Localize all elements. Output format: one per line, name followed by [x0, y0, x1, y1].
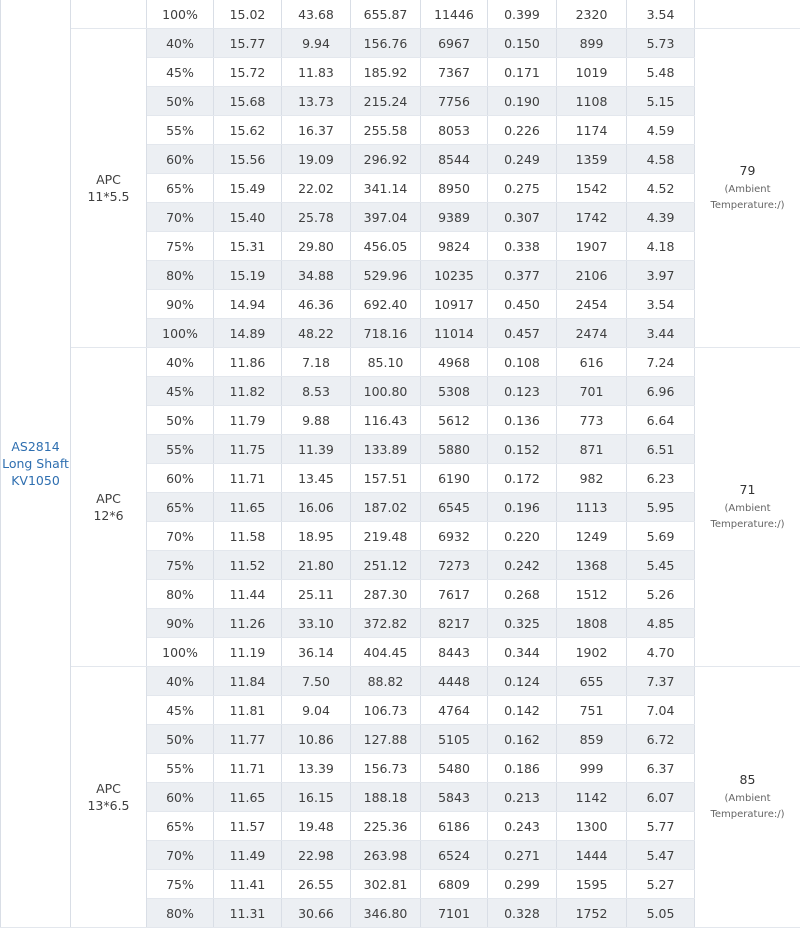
temperature-cell	[695, 667, 800, 928]
efficiency-cell: 6.37	[627, 754, 695, 783]
throttle-cell: 40%	[147, 348, 214, 377]
power-cell: 302.81	[351, 870, 421, 899]
thrust-cell: 2320	[557, 0, 627, 29]
voltage-cell: 11.71	[214, 464, 282, 493]
voltage-cell: 15.72	[214, 58, 282, 87]
efficiency-cell: 7.24	[627, 348, 695, 377]
voltage-cell: 11.31	[214, 899, 282, 928]
voltage-cell: 11.84	[214, 667, 282, 696]
rpm-cell: 4764	[421, 696, 488, 725]
throttle-cell: 80%	[147, 261, 214, 290]
power-cell: 404.45	[351, 638, 421, 667]
thrust-cell: 773	[557, 406, 627, 435]
rpm-cell: 5843	[421, 783, 488, 812]
current-cell: 46.36	[282, 290, 351, 319]
thrust-cell: 701	[557, 377, 627, 406]
thrust-cell: 1907	[557, 232, 627, 261]
power-cell: 263.98	[351, 841, 421, 870]
torque-cell: 0.242	[488, 551, 557, 580]
current-cell: 9.04	[282, 696, 351, 725]
voltage-cell: 11.49	[214, 841, 282, 870]
rpm-cell: 7617	[421, 580, 488, 609]
rpm-cell: 5480	[421, 754, 488, 783]
motor-model-cell	[1, 0, 71, 928]
torque-cell: 0.268	[488, 580, 557, 609]
thrust-cell: 1108	[557, 87, 627, 116]
torque-cell: 0.399	[488, 0, 557, 29]
throttle-cell: 45%	[147, 377, 214, 406]
torque-cell: 0.171	[488, 58, 557, 87]
rpm-cell: 7273	[421, 551, 488, 580]
torque-cell: 0.172	[488, 464, 557, 493]
rpm-cell: 10917	[421, 290, 488, 319]
thrust-cell: 999	[557, 754, 627, 783]
voltage-cell: 11.52	[214, 551, 282, 580]
voltage-cell: 11.58	[214, 522, 282, 551]
throttle-cell: 60%	[147, 145, 214, 174]
power-cell: 456.05	[351, 232, 421, 261]
temperature-note: (Ambient Temperature:/)	[695, 182, 800, 214]
torque-cell: 0.344	[488, 638, 557, 667]
efficiency-cell: 4.52	[627, 174, 695, 203]
power-cell: 106.73	[351, 696, 421, 725]
thrust-cell: 2474	[557, 319, 627, 348]
thrust-cell: 751	[557, 696, 627, 725]
motor-model-line: KV1050	[11, 473, 60, 488]
voltage-cell: 14.89	[214, 319, 282, 348]
current-cell: 11.83	[282, 58, 351, 87]
current-cell: 25.11	[282, 580, 351, 609]
power-cell: 156.76	[351, 29, 421, 58]
power-cell: 215.24	[351, 87, 421, 116]
current-cell: 22.02	[282, 174, 351, 203]
thrust-cell: 1444	[557, 841, 627, 870]
voltage-cell: 15.31	[214, 232, 282, 261]
current-cell: 8.53	[282, 377, 351, 406]
throttle-cell: 55%	[147, 116, 214, 145]
throttle-cell: 50%	[147, 87, 214, 116]
current-cell: 13.45	[282, 464, 351, 493]
torque-cell: 0.162	[488, 725, 557, 754]
rpm-cell: 6186	[421, 812, 488, 841]
efficiency-cell: 5.77	[627, 812, 695, 841]
thrust-cell: 655	[557, 667, 627, 696]
torque-cell: 0.124	[488, 667, 557, 696]
voltage-cell: 11.41	[214, 870, 282, 899]
efficiency-cell: 7.04	[627, 696, 695, 725]
throttle-cell: 100%	[147, 638, 214, 667]
throttle-cell: 80%	[147, 899, 214, 928]
thrust-cell: 1752	[557, 899, 627, 928]
efficiency-cell: 5.48	[627, 58, 695, 87]
current-cell: 30.66	[282, 899, 351, 928]
throttle-cell: 65%	[147, 493, 214, 522]
thrust-cell: 1249	[557, 522, 627, 551]
thrust-cell: 1368	[557, 551, 627, 580]
throttle-cell: 55%	[147, 435, 214, 464]
temperature-value: 85	[695, 772, 800, 787]
current-cell: 19.48	[282, 812, 351, 841]
power-cell: 116.43	[351, 406, 421, 435]
temperature-value: 79	[695, 163, 800, 178]
throttle-cell: 100%	[147, 0, 214, 29]
throttle-cell: 45%	[147, 58, 214, 87]
throttle-cell: 70%	[147, 522, 214, 551]
propeller-cell	[71, 348, 147, 667]
thrust-cell: 1300	[557, 812, 627, 841]
power-cell: 251.12	[351, 551, 421, 580]
power-cell: 372.82	[351, 609, 421, 638]
voltage-cell: 11.82	[214, 377, 282, 406]
table-row	[1, 667, 800, 696]
rpm-cell: 4968	[421, 348, 488, 377]
current-cell: 7.50	[282, 667, 351, 696]
efficiency-cell: 5.95	[627, 493, 695, 522]
propeller-cell	[71, 667, 147, 928]
throttle-cell: 45%	[147, 696, 214, 725]
voltage-cell: 11.86	[214, 348, 282, 377]
propeller-line: APC	[96, 491, 121, 506]
current-cell: 22.98	[282, 841, 351, 870]
temperature-cell	[695, 348, 800, 667]
voltage-cell: 14.94	[214, 290, 282, 319]
rpm-cell: 7367	[421, 58, 488, 87]
propeller-line: 13*6.5	[87, 798, 129, 813]
throttle-cell: 75%	[147, 551, 214, 580]
voltage-cell: 15.68	[214, 87, 282, 116]
efficiency-cell: 4.59	[627, 116, 695, 145]
rpm-cell: 10235	[421, 261, 488, 290]
voltage-cell: 11.65	[214, 493, 282, 522]
power-cell: 219.48	[351, 522, 421, 551]
power-cell: 157.51	[351, 464, 421, 493]
rpm-cell: 6524	[421, 841, 488, 870]
efficiency-cell: 6.51	[627, 435, 695, 464]
torque-cell: 0.271	[488, 841, 557, 870]
torque-cell: 0.220	[488, 522, 557, 551]
current-cell: 33.10	[282, 609, 351, 638]
rpm-cell: 9389	[421, 203, 488, 232]
thrust-cell: 1902	[557, 638, 627, 667]
rpm-cell: 8443	[421, 638, 488, 667]
voltage-cell: 15.19	[214, 261, 282, 290]
power-cell: 225.36	[351, 812, 421, 841]
power-cell: 341.14	[351, 174, 421, 203]
voltage-cell: 15.62	[214, 116, 282, 145]
efficiency-cell: 4.85	[627, 609, 695, 638]
power-cell: 296.92	[351, 145, 421, 174]
torque-cell: 0.328	[488, 899, 557, 928]
thrust-cell: 871	[557, 435, 627, 464]
voltage-cell: 11.44	[214, 580, 282, 609]
throttle-cell: 65%	[147, 174, 214, 203]
propeller-line: 11*5.5	[87, 189, 129, 204]
power-cell: 188.18	[351, 783, 421, 812]
current-cell: 48.22	[282, 319, 351, 348]
current-cell: 21.80	[282, 551, 351, 580]
thrust-cell: 1019	[557, 58, 627, 87]
power-cell: 100.80	[351, 377, 421, 406]
rpm-cell: 11014	[421, 319, 488, 348]
voltage-cell: 11.26	[214, 609, 282, 638]
throttle-cell: 90%	[147, 609, 214, 638]
efficiency-cell: 3.54	[627, 290, 695, 319]
power-cell: 287.30	[351, 580, 421, 609]
torque-cell: 0.142	[488, 696, 557, 725]
current-cell: 43.68	[282, 0, 351, 29]
thrust-cell: 899	[557, 29, 627, 58]
power-cell: 185.92	[351, 58, 421, 87]
power-cell: 692.40	[351, 290, 421, 319]
thrust-cell: 1595	[557, 870, 627, 899]
current-cell: 16.15	[282, 783, 351, 812]
current-cell: 36.14	[282, 638, 351, 667]
efficiency-cell: 3.97	[627, 261, 695, 290]
throttle-cell: 40%	[147, 29, 214, 58]
voltage-cell: 11.19	[214, 638, 282, 667]
torque-cell: 0.152	[488, 435, 557, 464]
temperature-note: (Ambient Temperature:/)	[695, 501, 800, 533]
rpm-cell: 8950	[421, 174, 488, 203]
efficiency-cell: 4.18	[627, 232, 695, 261]
torque-cell: 0.190	[488, 87, 557, 116]
voltage-cell: 11.77	[214, 725, 282, 754]
current-cell: 9.88	[282, 406, 351, 435]
power-cell: 718.16	[351, 319, 421, 348]
throttle-cell: 50%	[147, 725, 214, 754]
throttle-cell: 60%	[147, 783, 214, 812]
power-cell: 85.10	[351, 348, 421, 377]
current-cell: 13.39	[282, 754, 351, 783]
throttle-cell: 75%	[147, 232, 214, 261]
torque-cell: 0.150	[488, 29, 557, 58]
rpm-cell: 5880	[421, 435, 488, 464]
thrust-cell: 1174	[557, 116, 627, 145]
torque-cell: 0.457	[488, 319, 557, 348]
efficiency-cell: 3.54	[627, 0, 695, 29]
current-cell: 7.18	[282, 348, 351, 377]
temperature-cell-continued	[695, 0, 800, 29]
current-cell: 16.37	[282, 116, 351, 145]
thrust-cell: 1542	[557, 174, 627, 203]
power-cell: 133.89	[351, 435, 421, 464]
throttle-cell: 55%	[147, 754, 214, 783]
motor-model-line: AS2814	[11, 439, 59, 454]
efficiency-cell: 5.73	[627, 29, 695, 58]
efficiency-cell: 6.96	[627, 377, 695, 406]
efficiency-cell: 4.58	[627, 145, 695, 174]
throttle-cell: 40%	[147, 667, 214, 696]
torque-cell: 0.275	[488, 174, 557, 203]
rpm-cell: 8217	[421, 609, 488, 638]
throttle-cell: 70%	[147, 203, 214, 232]
power-cell: 88.82	[351, 667, 421, 696]
efficiency-cell: 6.23	[627, 464, 695, 493]
rpm-cell: 6932	[421, 522, 488, 551]
thrust-cell: 859	[557, 725, 627, 754]
torque-cell: 0.226	[488, 116, 557, 145]
rpm-cell: 6545	[421, 493, 488, 522]
rpm-cell: 6809	[421, 870, 488, 899]
voltage-cell: 15.02	[214, 0, 282, 29]
propeller-cell-continued	[71, 0, 147, 29]
voltage-cell: 11.79	[214, 406, 282, 435]
thrust-cell: 616	[557, 348, 627, 377]
voltage-cell: 11.81	[214, 696, 282, 725]
torque-cell: 0.299	[488, 870, 557, 899]
current-cell: 34.88	[282, 261, 351, 290]
rpm-cell: 6190	[421, 464, 488, 493]
propeller-line: APC	[96, 781, 121, 796]
torque-cell: 0.450	[488, 290, 557, 319]
current-cell: 26.55	[282, 870, 351, 899]
torque-cell: 0.338	[488, 232, 557, 261]
voltage-cell: 15.40	[214, 203, 282, 232]
voltage-cell: 15.49	[214, 174, 282, 203]
rpm-cell: 8053	[421, 116, 488, 145]
throttle-cell: 80%	[147, 580, 214, 609]
power-cell: 397.04	[351, 203, 421, 232]
current-cell: 13.73	[282, 87, 351, 116]
efficiency-cell: 5.27	[627, 870, 695, 899]
power-cell: 346.80	[351, 899, 421, 928]
efficiency-cell: 5.26	[627, 580, 695, 609]
torque-cell: 0.249	[488, 145, 557, 174]
motor-model-line: Long Shaft	[2, 456, 69, 471]
thrust-cell: 2454	[557, 290, 627, 319]
current-cell: 29.80	[282, 232, 351, 261]
propeller-line: 12*6	[93, 508, 123, 523]
efficiency-cell: 4.70	[627, 638, 695, 667]
voltage-cell: 11.71	[214, 754, 282, 783]
efficiency-cell: 5.05	[627, 899, 695, 928]
current-cell: 16.06	[282, 493, 351, 522]
torque-cell: 0.123	[488, 377, 557, 406]
torque-cell: 0.108	[488, 348, 557, 377]
rpm-cell: 4448	[421, 667, 488, 696]
efficiency-cell: 5.15	[627, 87, 695, 116]
throttle-cell: 75%	[147, 870, 214, 899]
rpm-cell: 9824	[421, 232, 488, 261]
table-row	[1, 29, 800, 58]
efficiency-cell: 6.64	[627, 406, 695, 435]
power-cell: 187.02	[351, 493, 421, 522]
thrust-cell: 1808	[557, 609, 627, 638]
torque-cell: 0.196	[488, 493, 557, 522]
torque-cell: 0.307	[488, 203, 557, 232]
efficiency-cell: 5.45	[627, 551, 695, 580]
rpm-cell: 7101	[421, 899, 488, 928]
thrust-cell: 2106	[557, 261, 627, 290]
rpm-cell: 7756	[421, 87, 488, 116]
torque-cell: 0.325	[488, 609, 557, 638]
power-cell: 255.58	[351, 116, 421, 145]
throttle-cell: 100%	[147, 319, 214, 348]
temperature-note: (Ambient Temperature:/)	[695, 791, 800, 823]
voltage-cell: 11.75	[214, 435, 282, 464]
power-cell: 156.73	[351, 754, 421, 783]
torque-cell: 0.243	[488, 812, 557, 841]
current-cell: 9.94	[282, 29, 351, 58]
efficiency-cell: 5.69	[627, 522, 695, 551]
thrust-cell: 1142	[557, 783, 627, 812]
thrust-cell: 1512	[557, 580, 627, 609]
efficiency-cell: 7.37	[627, 667, 695, 696]
efficiency-cell: 6.72	[627, 725, 695, 754]
temperature-cell	[695, 29, 800, 348]
voltage-cell: 15.77	[214, 29, 282, 58]
torque-cell: 0.136	[488, 406, 557, 435]
current-cell: 25.78	[282, 203, 351, 232]
current-cell: 10.86	[282, 725, 351, 754]
propeller-line: APC	[96, 172, 121, 187]
torque-cell: 0.186	[488, 754, 557, 783]
rpm-cell: 11446	[421, 0, 488, 29]
torque-cell: 0.213	[488, 783, 557, 812]
power-cell: 529.96	[351, 261, 421, 290]
rpm-cell: 5308	[421, 377, 488, 406]
voltage-cell: 11.57	[214, 812, 282, 841]
thrust-cell: 982	[557, 464, 627, 493]
throttle-cell: 50%	[147, 406, 214, 435]
throttle-cell: 90%	[147, 290, 214, 319]
propeller-cell	[71, 29, 147, 348]
rpm-cell: 8544	[421, 145, 488, 174]
temperature-value: 71	[695, 482, 800, 497]
current-cell: 19.09	[282, 145, 351, 174]
thrust-cell: 1742	[557, 203, 627, 232]
throttle-cell: 60%	[147, 464, 214, 493]
table-row	[1, 0, 800, 29]
current-cell: 11.39	[282, 435, 351, 464]
efficiency-cell: 3.44	[627, 319, 695, 348]
table-row	[1, 348, 800, 377]
rpm-cell: 5612	[421, 406, 488, 435]
voltage-cell: 11.65	[214, 783, 282, 812]
rpm-cell: 6967	[421, 29, 488, 58]
thrust-cell: 1113	[557, 493, 627, 522]
rpm-cell: 5105	[421, 725, 488, 754]
throttle-cell: 65%	[147, 812, 214, 841]
power-cell: 655.87	[351, 0, 421, 29]
voltage-cell: 15.56	[214, 145, 282, 174]
thrust-cell: 1359	[557, 145, 627, 174]
table-body	[1, 0, 800, 928]
throttle-cell: 70%	[147, 841, 214, 870]
efficiency-cell: 6.07	[627, 783, 695, 812]
efficiency-cell: 5.47	[627, 841, 695, 870]
efficiency-cell: 4.39	[627, 203, 695, 232]
power-cell: 127.88	[351, 725, 421, 754]
torque-cell: 0.377	[488, 261, 557, 290]
current-cell: 18.95	[282, 522, 351, 551]
